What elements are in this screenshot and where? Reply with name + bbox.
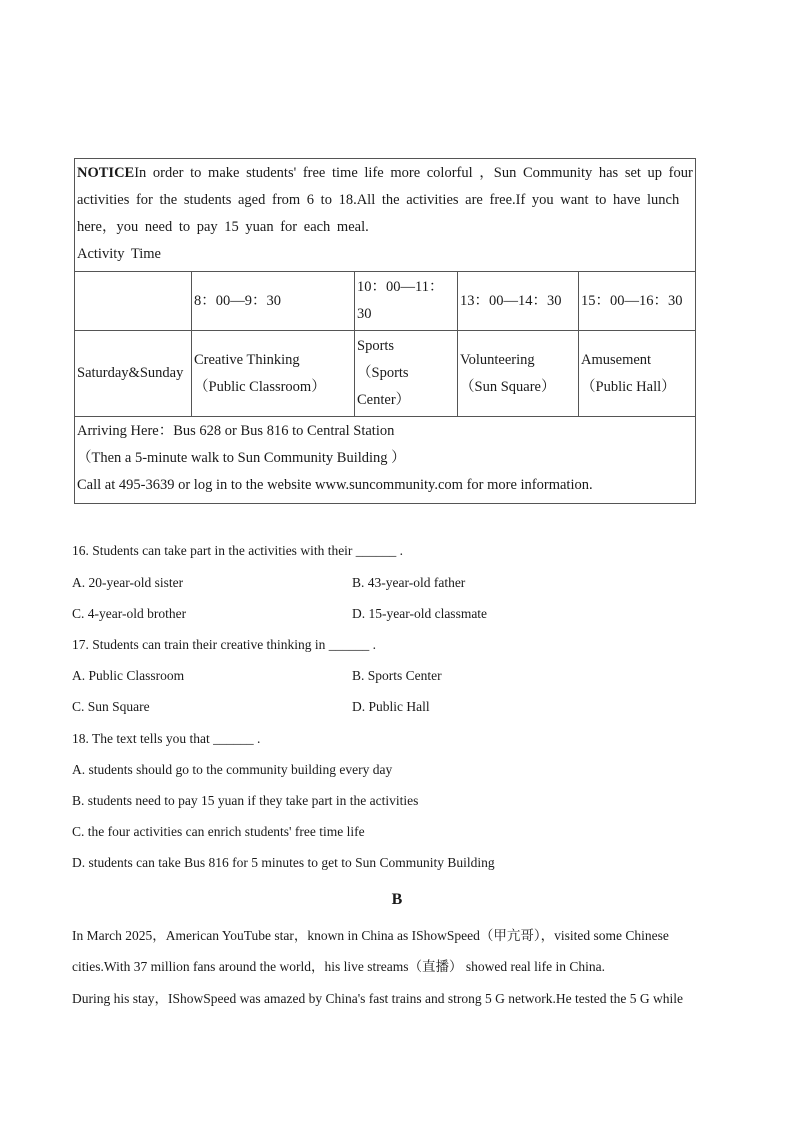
passage-b-line-3: During his stay，IShowSpeed was amazed by China's fast trains and strong 5 G network.He tested the 5 G while [72, 991, 683, 1006]
activity-place: （Public Hall） [581, 378, 676, 395]
notice-heading: NOTICE [77, 165, 135, 181]
question-16-stem: 16. Students can take part in the activities with their ______ . [72, 543, 404, 558]
empty-header-cell [75, 272, 192, 331]
notice-table [74, 158, 696, 504]
question-18-option-b[interactable]: B. students need to pay 15 yuan if they take part in the activities [72, 793, 419, 808]
activity-name: Creative Thinking [194, 351, 300, 368]
activity-sports [355, 331, 458, 417]
question-17-option-b[interactable]: B. Sports Center [352, 668, 442, 683]
walk-info: （Then a 5-minute walk to Sun Community Building ） [77, 450, 406, 466]
contact-info: Call at 495-3639 or log in to the website www.suncommunity.com for more information. [77, 477, 593, 493]
question-17-option-a[interactable]: A. Public Classroom [72, 668, 185, 683]
activity-place: （Public Classroom） [194, 378, 326, 395]
question-16-option-a[interactable]: A. 20-year-old sister [72, 575, 184, 590]
question-18-option-c[interactable]: C. the four activities can enrich students' free time life [72, 824, 365, 839]
question-16-option-c[interactable]: C. 4-year-old brother [72, 606, 187, 621]
activity-name: Sports [357, 338, 395, 354]
question-18-stem: 18. The text tells you that ______ . [72, 731, 261, 746]
question-18-option-d[interactable]: D. students can take Bus 816 for 5 minutes to get to Sun Community Building [72, 855, 495, 870]
time-slot-4: 15：00—16：30 [579, 272, 696, 331]
question-16-option-d[interactable]: D. 15-year-old classmate [352, 606, 488, 621]
arriving-info: Arriving Here：Bus 628 or Bus 816 to Central Station [77, 423, 395, 439]
activity-time-label: Activity Time [77, 246, 161, 262]
question-17-option-d[interactable]: D. Public Hall [352, 699, 430, 714]
activity-amusement [579, 331, 696, 417]
time-slot-1: 8：00—9：30 [192, 272, 355, 331]
activity-name: Amusement [581, 351, 652, 368]
time-slot-2: 10：00—11：30 [355, 272, 458, 331]
activity-creative-thinking [192, 331, 355, 417]
passage-b-line-2: cities.With 37 million fans around the world，his live streams（直播） showed real life in China. [72, 959, 605, 974]
time-slot-3: 13：00—14：30 [458, 272, 579, 331]
activity-place: （Sports Center） [357, 365, 411, 408]
notice-intro: In order to make students' free time life more colorful ，Sun Community has set up four activities for the students aged from 6 to 18.All the activities are free.If you want to have lunch here，you need to pay 15 yuan for each meal. [77, 165, 693, 235]
notice-intro-cell [75, 159, 696, 272]
day-cell: Saturday&Sunday [75, 331, 192, 417]
question-17-option-c[interactable]: C. Sun Square [72, 699, 150, 714]
section-b-heading: B [391, 891, 403, 908]
passage-b-line-1: In March 2025，American YouTube star，known in China as IShowSpeed（甲亢哥），visited some Chinese [72, 928, 669, 943]
activity-volunteering [458, 331, 579, 417]
question-18-option-a[interactable]: A. students should go to the community building every day [72, 762, 393, 777]
activity-name: Volunteering [460, 351, 535, 368]
notice-footer-cell [75, 417, 696, 504]
question-17-stem: 17. Students can train their creative thinking in ______ . [72, 637, 377, 652]
activity-place: （Sun Square） [460, 378, 556, 395]
question-16-option-b[interactable]: B. 43-year-old father [352, 575, 466, 590]
